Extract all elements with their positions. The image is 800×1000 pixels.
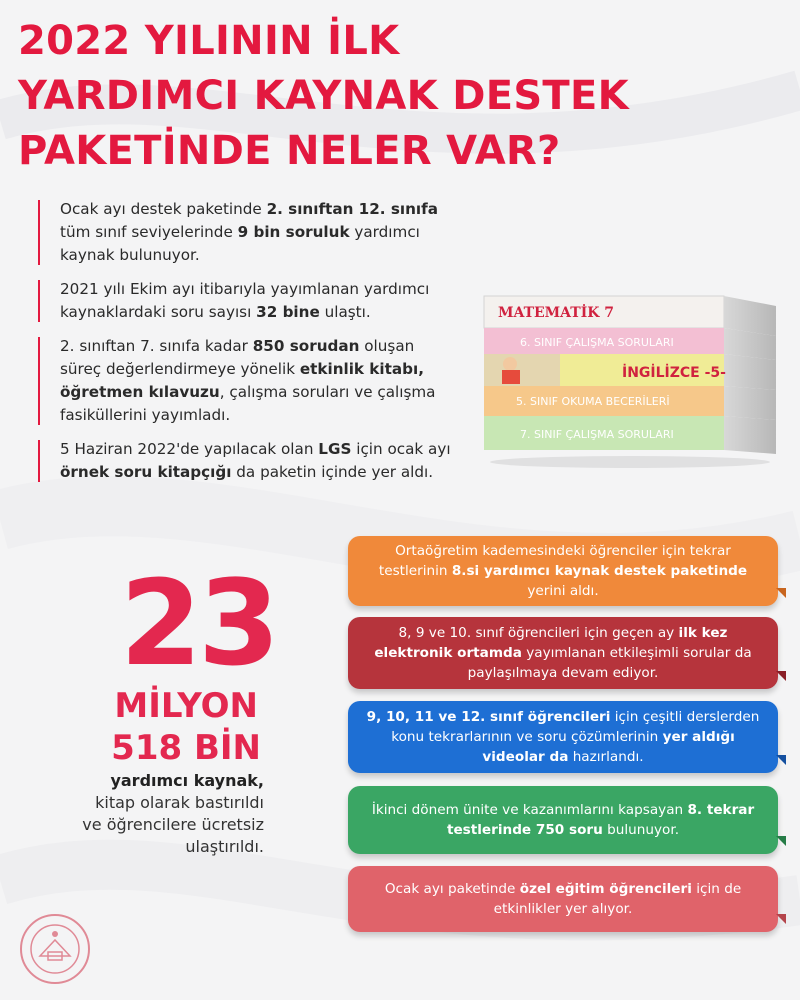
svg-text:MATEMATİK 7: MATEMATİK 7 — [498, 305, 615, 321]
svg-text:5. SINIF OKUMA BECERİLERİ: 5. SINIF OKUMA BECERİLERİ — [516, 395, 670, 408]
svg-text:6. SINIF ÇALIŞMA SORULARI: 6. SINIF ÇALIŞMA SORULARI — [520, 336, 674, 349]
info-card-4: İkinci dönem ünite ve kazanımlarını kapsayan 8. tekrar testlerinde 750 soru bulunuyor. — [348, 786, 778, 854]
info-paragraphs — [38, 198, 458, 495]
book-5-sinif — [484, 386, 776, 420]
paragraph-3: 2. sınıftan 7. sınıfa kadar 850 sorudan oluşan süreç değerlendirmeye yönelik etkinlik kitabı, öğretmen kılavuzu, çalışma soruları ve çalışma fasiküllerini yayımladı. — [38, 335, 458, 427]
paragraph-2: 2021 yılı Ekim ayı itibarıyla yayımlanan yardımcı kaynaklardaki soru sayısı 32 bine ulaştı. — [38, 278, 458, 324]
stat-bin: 518 BİN — [111, 728, 261, 768]
paragraph-4: 5 Haziran 2022'de yapılacak olan LGS için ocak ayı örnek soru kitapçığı da paketin içinde yer aldı. — [38, 438, 458, 484]
stat-description: yardımcı kaynak, kitap olarak bastırıldı ve öğrencilere ücretsiz ulaştırıldı. — [82, 771, 264, 856]
paragraph-1: Ocak ayı destek paketinde 2. sınıftan 12. sınıfa tüm sınıf seviyelerinde 9 bin soruluk yardımcı kaynak bulunuyor. — [38, 198, 458, 267]
info-card-3: 9, 10, 11 ve 12. sınıf öğrencileri için çeşitli derslerden konu tekrarlarının ve soru çözümlerinin yer aldığı videolar da hazırlandı. — [348, 701, 778, 773]
book-stack-illustration — [480, 294, 780, 470]
title-line-3: PAKETİNDE NELER VAR? — [18, 128, 561, 174]
book-ingilizce — [484, 354, 776, 390]
book-7-sinif — [484, 416, 776, 454]
title-line-2: YARDIMCI KAYNAK DESTEK — [18, 73, 629, 119]
title-line-1: 2022 YILININ İLK — [18, 18, 400, 64]
stat-milyon: MİLYON — [114, 686, 258, 726]
meb-seal-logo-icon — [18, 912, 92, 986]
svg-text:İNGİLİZCE -5-: İNGİLİZCE -5- — [622, 365, 726, 381]
stat-number: 23 — [119, 554, 277, 692]
info-card-2: 8, 9 ve 10. sınıf öğrencileri için geçen ay ilk kez elektronik ortamda yayımlanan etkileşimli sorular da paylaşılmaya devam ediyor. — [348, 617, 778, 689]
info-card-1: Ortaöğretim kademesindeki öğrenciler için tekrar testlerinin 8.si yardımcı kaynak destek paketinde yerini aldı. — [348, 536, 778, 606]
page-title — [18, 14, 778, 179]
svg-text:7. SINIF ÇALIŞMA SORULARI: 7. SINIF ÇALIŞMA SORULARI — [520, 428, 674, 441]
info-card-5: Ocak ayı paketinde özel eğitim öğrencileri için de etkinlikler yer alıyor. — [348, 866, 778, 932]
